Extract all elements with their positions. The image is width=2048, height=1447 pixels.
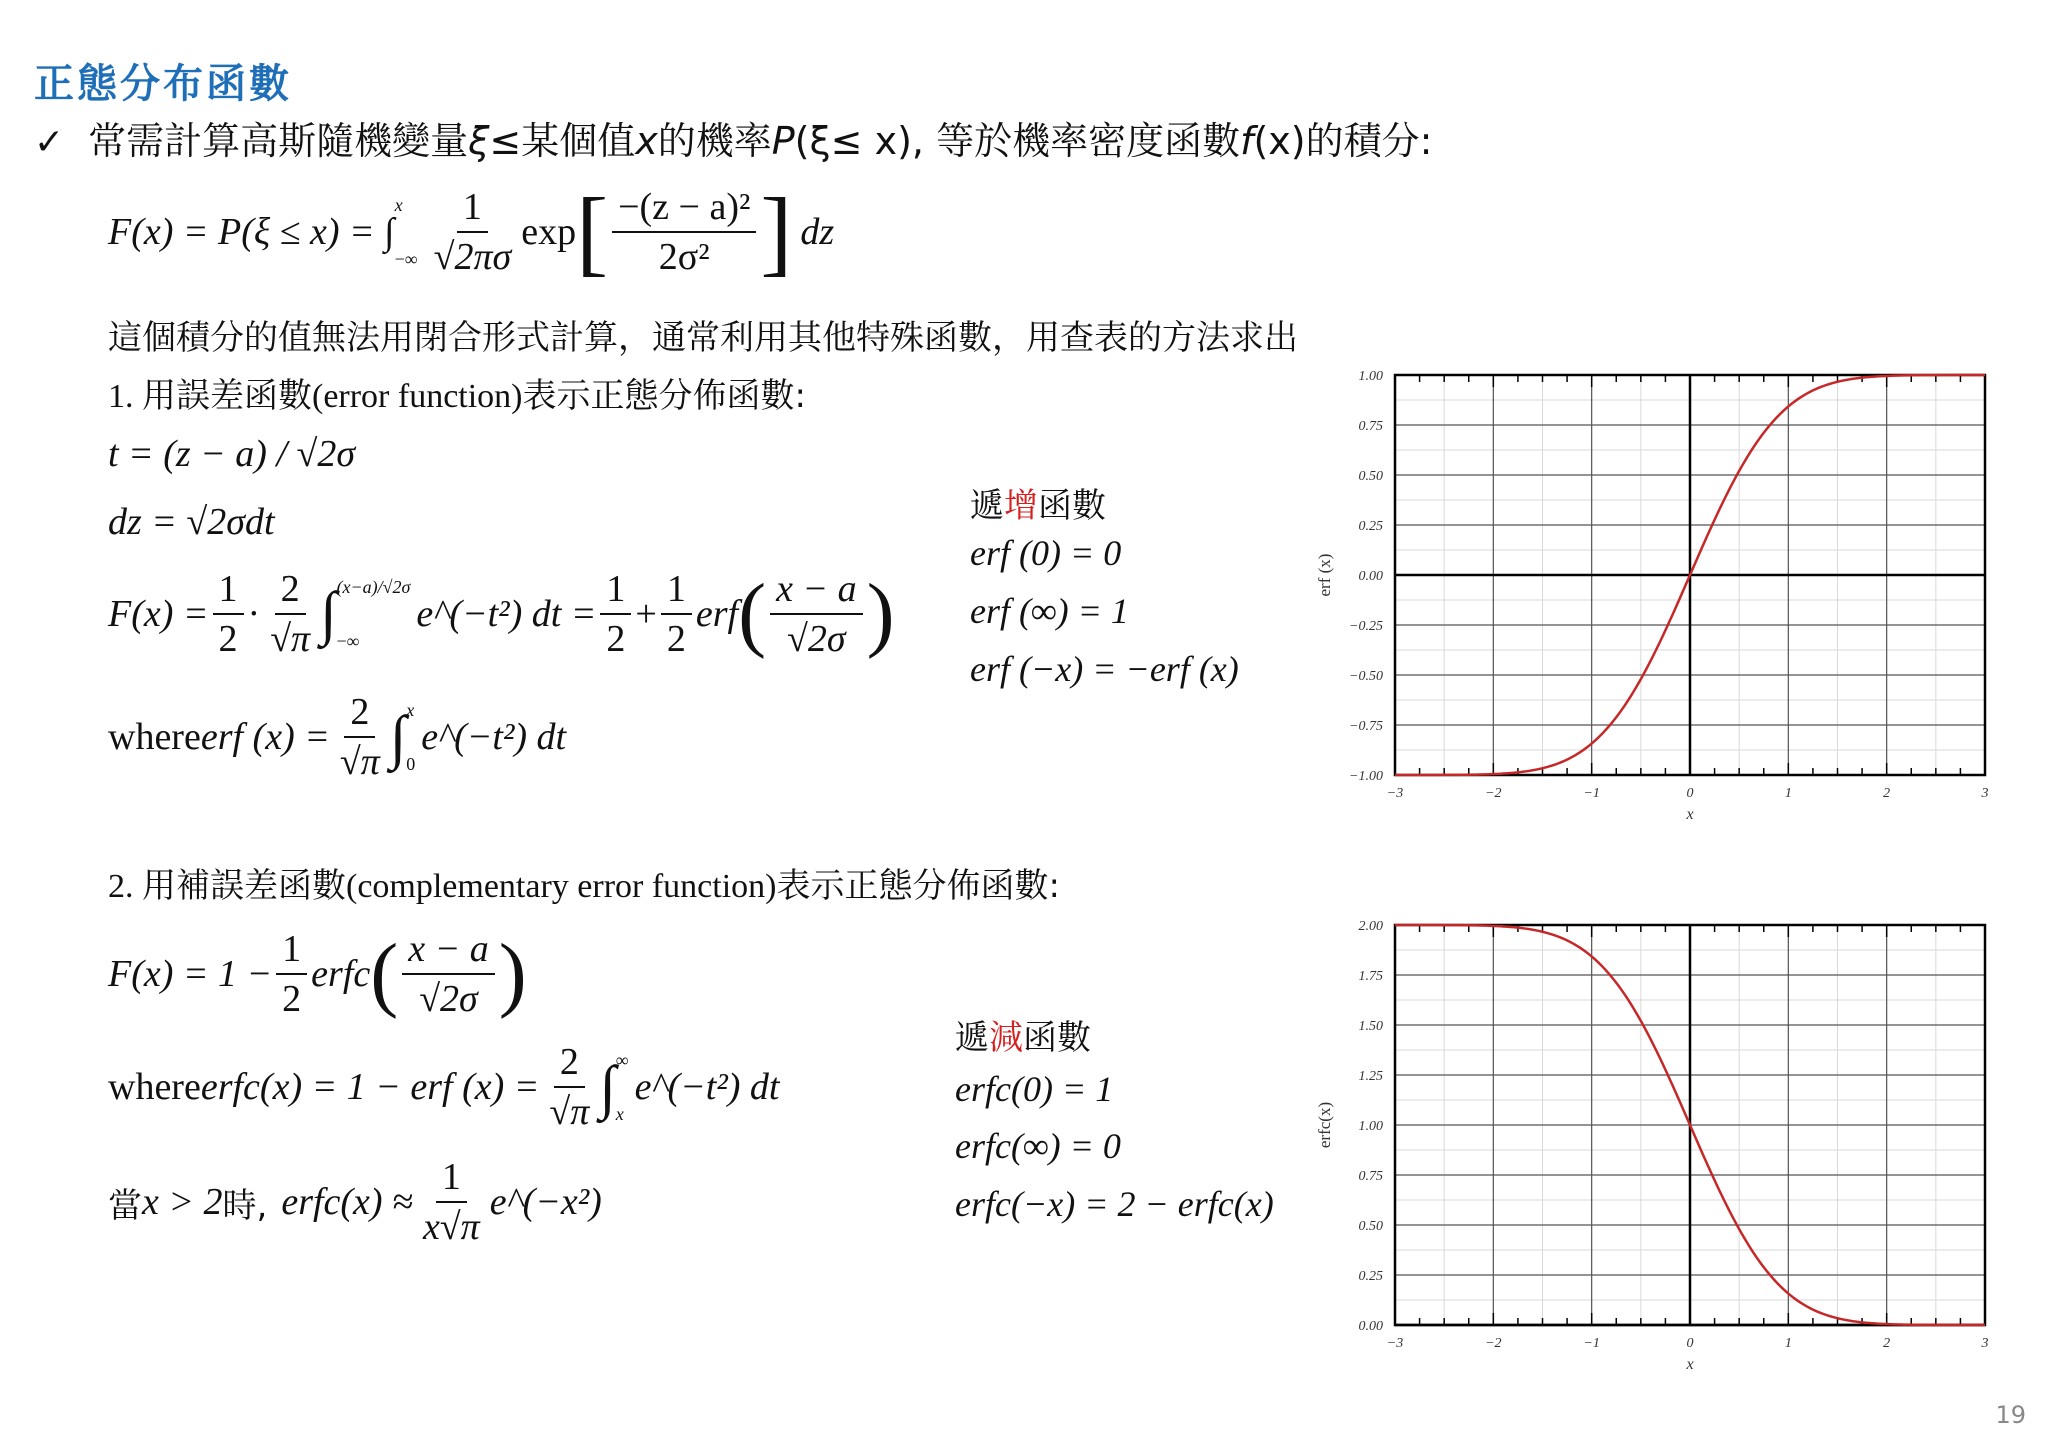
y-tick-label: 1.00 <box>1358 1119 1383 1134</box>
sec2-approx: 當 x > 2 時, erfc(x) ≈ $\frac{1}{x√\pi}$ e^(−x²) <box>108 1156 602 1248</box>
y-tick-label: 1.25 <box>1358 1069 1383 1084</box>
y-tick-label: 0.25 <box>1358 519 1383 534</box>
page-number: 19 <box>1995 1401 2026 1429</box>
sec1-prop-1: erf (0) = 0 <box>970 533 1122 573</box>
x-tick-label: −2 <box>1485 1336 1502 1351</box>
slide-title: 正態分布函數 <box>34 61 292 107</box>
sec1-eq-F: F(x) = $\frac{1}{2}$ · $\frac{2}{√\pi}$ ∫ (x−a)/√2σ −∞ e^(−t²) dt = $\frac{1}{2}$ + $\frac{1}{2}$ erf ( $\frac{x - a}{√2\sigma}$ ) <box>108 567 895 660</box>
erf-chart <box>1300 370 2000 850</box>
sec2-prop-1: erfc(0) = 1 <box>955 1069 1114 1109</box>
y-tick-label: −0.25 <box>1349 619 1383 634</box>
sec1-eq-t: t = (z − a) / √2σ <box>108 433 356 475</box>
y-tick-label: 1.50 <box>1358 1019 1383 1034</box>
note-text: 這個積分的值無法用閉合形式計算，通常利用其他特殊函數，用查表的方法求出 <box>108 318 1298 358</box>
check-icon: ✓ <box>34 122 65 163</box>
erfc-chart <box>1300 920 2000 1400</box>
y-tick-label: −0.50 <box>1349 669 1383 684</box>
sec2-eq-F: F(x) = 1 − $\frac{1}{2}$ erfc ( $\frac{x - a}{√2\sigma}$ ) <box>108 927 527 1020</box>
y-tick-label: 0.75 <box>1358 419 1383 434</box>
x-tick-label: −1 <box>1583 1336 1600 1351</box>
x-tick-label: 1 <box>1784 786 1792 801</box>
sec1-prop-2: erf (∞) = 1 <box>970 591 1129 631</box>
y-tick-label: 0.50 <box>1358 1219 1383 1234</box>
x-tick-label: 3 <box>1981 1336 1989 1351</box>
sec2-prop-2: erfc(∞) = 0 <box>955 1126 1121 1166</box>
sec1-where-erf: where erf (x) = $\frac{2}{√\pi}$ ∫ x 0 e^(−t²) dt <box>108 691 567 783</box>
x-tick-label: −3 <box>1386 786 1404 801</box>
sec1-eq-dz: dz = √2σdt <box>108 501 275 543</box>
x-tick-label: 2 <box>1883 786 1891 801</box>
y-tick-label: 1.00 <box>1358 370 1383 384</box>
x-axis-label: x <box>1686 1356 1694 1373</box>
x-tick-label: 0 <box>1686 1336 1694 1351</box>
x-tick-label: 0 <box>1686 786 1694 801</box>
y-tick-label: 0.50 <box>1358 469 1383 484</box>
sec2-prop-3: erfc(−x) = 2 − erfc(x) <box>955 1184 1274 1224</box>
sec1-prop-heading: 遞增函數 <box>970 486 1106 526</box>
y-tick-label: 1.75 <box>1358 969 1383 984</box>
x-tick-label: −3 <box>1386 1336 1404 1351</box>
y-tick-label: 0.75 <box>1358 1169 1383 1184</box>
sec2-where-erfc: where erfc(x) = 1 − erf (x) = $\frac{2}{√\pi}$ ∫ ∞ x e^(−t²) dt <box>108 1041 780 1133</box>
x-tick-label: 2 <box>1883 1336 1891 1351</box>
sec1-prop-3: erf (−x) = −erf (x) <box>970 649 1239 689</box>
x-tick-label: 1 <box>1784 1336 1792 1351</box>
intro-bullet: ✓ 常需計算高斯隨機變量ξ≤某個值x的機率P(ξ≤ x), 等於機率密度函數f(x)的積分: <box>34 119 1433 163</box>
y-tick-label: −0.75 <box>1349 719 1383 734</box>
y-tick-label: 0.00 <box>1358 569 1383 584</box>
y-tick-label: 0.00 <box>1358 1319 1383 1334</box>
y-tick-label: 0.25 <box>1358 1269 1383 1284</box>
y-axis-label: erf (x) <box>1315 553 1334 597</box>
sec2-prop-heading: 遞減函數 <box>955 1018 1091 1058</box>
x-tick-label: 3 <box>1981 786 1989 801</box>
x-tick-label: −2 <box>1485 786 1502 801</box>
y-tick-label: 2.00 <box>1358 920 1383 934</box>
y-axis-label: erfc(x) <box>1315 1101 1334 1149</box>
section2-heading: 2. 用補誤差函數(complementary error function)表示正態分佈函數: <box>108 866 1060 906</box>
y-tick-label: −1.00 <box>1349 769 1383 784</box>
section1-heading: 1. 用誤差函數(error function)表示正態分佈函數: <box>108 376 806 416</box>
x-axis-label: x <box>1686 806 1694 823</box>
x-tick-label: −1 <box>1583 786 1600 801</box>
main-equation: F(x) = P(ξ ≤ x) = ∫ x −∞ $\frac{1}{√2\pi\sigma}$ exp [ $\frac{\text{−(z − a)²}}{\text{2σ²}}$ ] dz <box>108 177 835 285</box>
